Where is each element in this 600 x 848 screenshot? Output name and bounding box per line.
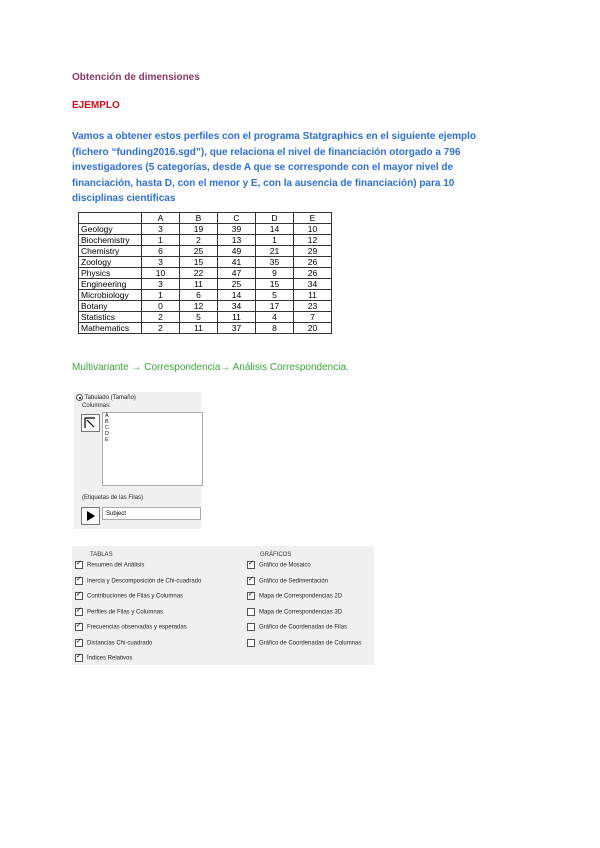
table-row [79,224,332,235]
table-cell: 13 [218,235,256,246]
option-label: Gráfico de Sedimentación [259,578,329,585]
table-cell: 1 [256,235,294,246]
intro-line: Vamos a obtener estos perfiles con el programa Statgraphics en el siguiente ejemplo [72,131,477,142]
intro-line: disciplinas científicas [72,193,176,204]
graphs-option[interactable] [247,608,342,616]
options-dialog [72,546,374,665]
graphs-option[interactable] [247,577,328,585]
columns-listbox[interactable] [102,412,203,486]
checkbox-unchecked-icon[interactable] [247,639,255,647]
checkbox-unchecked-icon[interactable] [247,608,255,616]
row-labels-input[interactable]: Subject [102,507,201,520]
row-label: Biochemistry [79,235,142,246]
column-header: B [180,213,218,224]
radio-selected-icon[interactable] [76,394,83,401]
tables-option[interactable] [75,561,144,569]
table-cell: 11 [218,312,256,323]
row-label: Botany [79,301,142,312]
table-row [79,257,332,268]
table-cell: 35 [256,257,294,268]
checkbox-unchecked-icon[interactable] [247,623,255,631]
table-row [79,279,332,290]
table-cell: 25 [180,246,218,257]
data-input-dialog [74,392,201,529]
funding-table [78,212,332,334]
option-label: Resumen del Análisis [87,562,145,569]
table-cell: 11 [180,323,218,334]
table-cell: 5 [256,290,294,301]
intro-line: investigadores (5 categorías, desde A que se corresponde con el mayor nivel de [72,162,454,173]
graphs-option[interactable] [247,639,361,647]
table-cell: 26 [294,257,332,268]
table-cell: 9 [256,268,294,279]
table-cell: 10 [142,268,180,279]
checkbox-checked-icon[interactable] [247,561,255,569]
table-cell: 3 [142,257,180,268]
option-label: Inercia y Descomposición de Chi-cuadrado [87,578,202,585]
column-entry[interactable]: B [105,419,109,425]
pick-variable-icon [82,415,99,431]
table-row [79,323,332,334]
row-label: Microbiology [79,290,142,301]
tables-option[interactable] [75,623,187,631]
option-label: Índices Relativos [87,655,133,662]
table-cell: 22 [180,268,218,279]
table-cell: 8 [256,323,294,334]
table-row [79,312,332,323]
table-cell: 26 [294,268,332,279]
table-row [79,246,332,257]
checkbox-checked-icon[interactable] [75,608,83,616]
graphs-option[interactable] [247,623,347,631]
example-label: EJEMPLO [72,100,120,111]
tables-option[interactable] [75,639,152,647]
option-label: Mapa de Correspondencias 3D [259,609,343,616]
option-label: Distancias Chi-cuadrado [87,640,153,647]
checkbox-checked-icon[interactable] [75,561,83,569]
column-header: D [256,213,294,224]
option-label: Gráfico de Coordenadas de Filas [259,624,348,631]
column-entry[interactable]: D [105,431,109,437]
section-heading: Obtención de dimensiones [72,72,200,83]
table-cell: 6 [142,246,180,257]
row-label: Mathematics [79,323,142,334]
tables-option[interactable] [75,577,201,585]
checkbox-checked-icon[interactable] [247,577,255,585]
columns-picker-button[interactable] [81,414,100,432]
column-entry[interactable]: C [105,425,109,431]
table-row [79,235,332,246]
row-labels-label: (Etiquetas de las Filas) [82,495,144,501]
table-cell: 3 [142,279,180,290]
column-header: A [142,213,180,224]
graphs-option[interactable] [247,592,342,600]
option-label: Gráfico de Mosaico [259,562,311,569]
table-cell: 11 [294,290,332,301]
table-cell: 39 [218,224,256,235]
tables-option[interactable] [75,654,132,662]
checkbox-checked-icon[interactable] [75,577,83,585]
table-cell: 2 [180,235,218,246]
intro-line: (fichero “funding2016.sgd”), que relaciona el nivel de financiación otorgado a 796 [72,146,461,158]
table-cell: 6 [180,290,218,301]
intro-line: financiación, hasta D, con el menor y E, con la ausencia de financiación) para 10 [72,177,455,189]
table-cell: 23 [294,301,332,312]
row-label: Zoology [79,257,142,268]
graphs-group-label: GRÁFICOS [260,552,292,558]
option-label: Mapa de Correspondencias 2D [259,593,343,600]
checkbox-checked-icon[interactable] [75,592,83,600]
table-cell: 12 [294,235,332,246]
graphs-option[interactable] [247,561,311,569]
table-cell: 15 [180,257,218,268]
tables-group-label: TABLAS [90,552,113,558]
table-cell: 1 [142,235,180,246]
row-label: Statistics [79,312,142,323]
table-cell: 29 [294,246,332,257]
table-cell: 34 [294,279,332,290]
row-label: Physics [79,268,142,279]
option-label: Frecuencias observadas y esperadas [87,624,187,631]
table-cell: 3 [142,224,180,235]
row-label: Engineering [79,279,142,290]
table-cell: 10 [294,224,332,235]
menu-path: Multivariante → Correspondencia→ Análisis Correspondencia. [72,362,349,373]
tables-option[interactable] [75,592,183,600]
column-entry[interactable]: E [105,437,109,443]
tables-option[interactable] [75,608,163,616]
table-cell: 20 [294,323,332,334]
table-row [79,268,332,279]
table-cell: 19 [180,224,218,235]
table-cell: 14 [256,224,294,235]
checkbox-checked-icon[interactable] [75,623,83,631]
column-header: E [294,213,332,224]
table-cell: 2 [142,312,180,323]
radio-label: Tabulado (Tamaño) [84,395,136,402]
option-label: Contribuciones de Filas y Columnas [87,593,184,600]
tabulated-radio[interactable] [76,394,136,401]
row-labels-picker-button[interactable] [81,507,100,525]
checkbox-checked-icon[interactable] [247,592,255,600]
table-corner [79,213,142,224]
table-cell: 21 [256,246,294,257]
table-cell: 34 [218,301,256,312]
option-label: Perfiles de Filas y Columnas [87,609,164,616]
table-cell: 5 [180,312,218,323]
intro-paragraph [72,129,532,207]
table-cell: 15 [256,279,294,290]
table-cell: 12 [180,301,218,312]
table-cell: 14 [218,290,256,301]
table-header-row [79,213,332,224]
checkbox-checked-icon[interactable] [75,639,83,647]
table-cell: 4 [256,312,294,323]
table-cell: 37 [218,323,256,334]
table-cell: 25 [218,279,256,290]
table-cell: 7 [294,312,332,323]
column-header: C [218,213,256,224]
columns-label: Columnas: [82,403,111,409]
option-label: Gráfico de Coordenadas de Columnas [259,640,362,647]
table-cell: 17 [256,301,294,312]
table-cell: 49 [218,246,256,257]
table-row [79,301,332,312]
table-cell: 0 [142,301,180,312]
row-label: Chemistry [79,246,142,257]
table-cell: 47 [218,268,256,279]
table-cell: 2 [142,323,180,334]
table-cell: 11 [180,279,218,290]
checkbox-checked-icon[interactable] [75,654,83,662]
row-label: Geology [79,224,142,235]
table-row [79,290,332,301]
table-cell: 41 [218,257,256,268]
column-entry[interactable]: A [105,413,109,419]
table-cell: 1 [142,290,180,301]
